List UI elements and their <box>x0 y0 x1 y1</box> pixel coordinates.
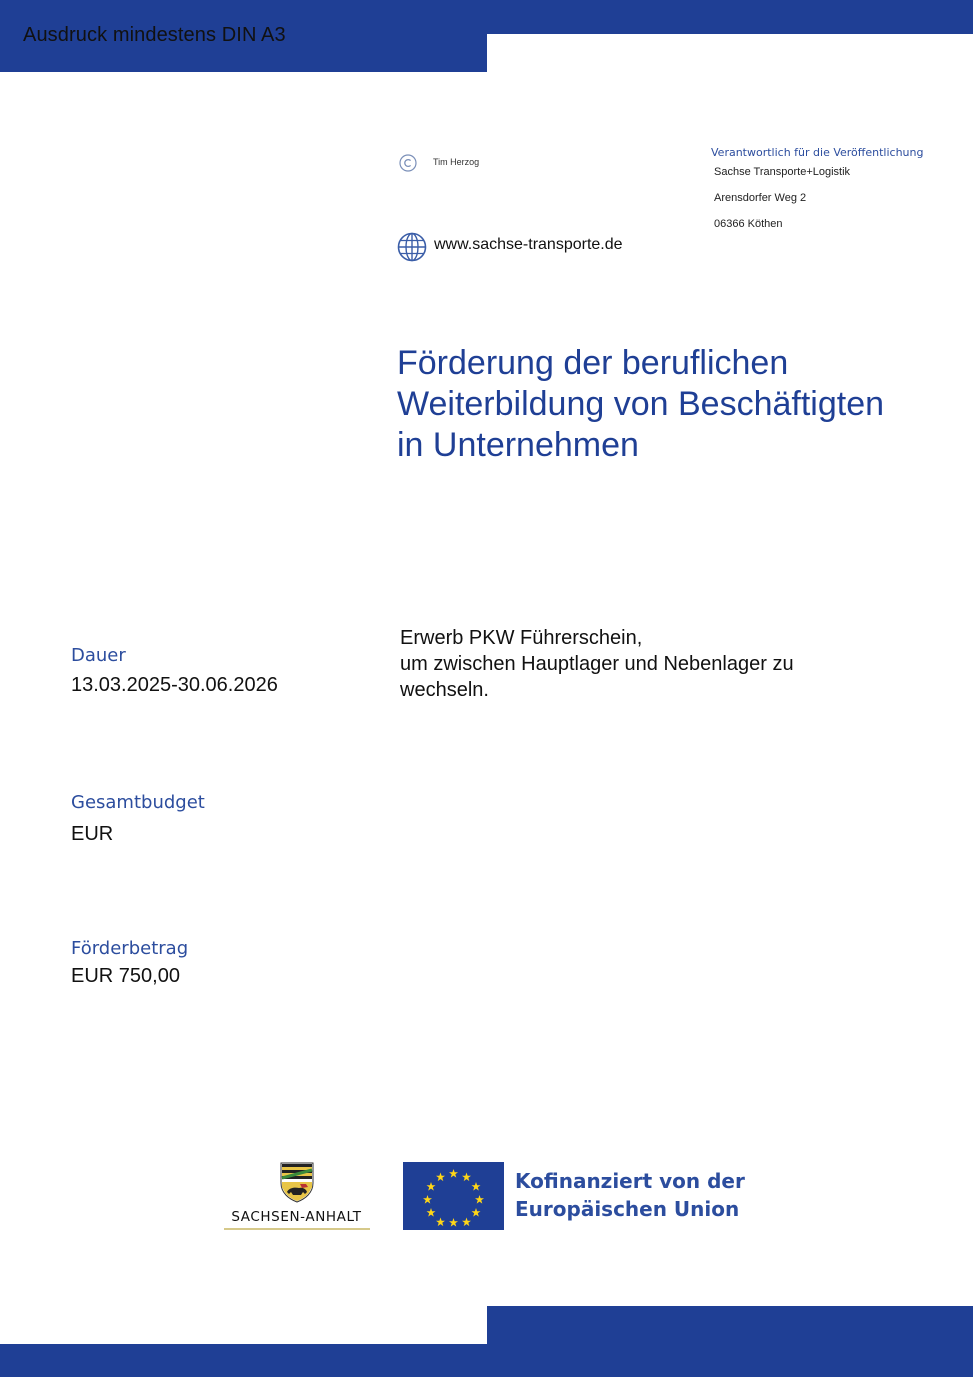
eu-text-line: Kofinanziert von der <box>515 1169 745 1193</box>
duration-value: 13.03.2025-30.06.2026 <box>71 674 278 696</box>
bottom-band-extension <box>487 1306 973 1377</box>
responsible-company: Sachse Transporte+Logistik <box>714 166 851 178</box>
website-link[interactable]: www.sachse-transporte.de <box>434 236 623 253</box>
author-name: Tim Herzog <box>433 157 480 167</box>
description-line: um zwischen Hauptlager und Nebenlager zu <box>400 653 794 675</box>
responsible-heading: Verantwortlich für die Veröffentlichung <box>711 146 924 159</box>
funding-amount-label: Förderbetrag <box>71 938 189 959</box>
page-title <box>397 343 957 466</box>
project-description <box>400 625 900 703</box>
description-line: Erwerb PKW Führerschein, <box>400 627 643 649</box>
total-budget-label: Gesamtbudget <box>71 792 205 813</box>
globe-icon <box>397 232 427 262</box>
funding-amount-value: EUR 750,00 <box>71 965 180 987</box>
coat-of-arms-icon <box>279 1161 315 1203</box>
copyright-icon <box>399 154 417 172</box>
responsible-city: 06366 Köthen <box>714 218 783 230</box>
state-logo-name: SACHSEN-ANHALT <box>231 1209 362 1225</box>
state-logo-underline <box>224 1228 370 1230</box>
total-budget-value: EUR <box>71 823 114 845</box>
eu-cofinancing-text <box>515 1167 745 1223</box>
bottom-band <box>0 1344 487 1377</box>
title-line: Weiterbildung von Beschäftigten <box>397 385 885 423</box>
top-band-extension <box>487 0 973 34</box>
print-note: Ausdruck mindestens DIN A3 <box>23 24 286 46</box>
description-line: wechseln. <box>400 679 489 701</box>
eu-flag-icon <box>403 1162 504 1230</box>
title-line: in Unternehmen <box>397 426 639 464</box>
duration-label: Dauer <box>71 645 126 666</box>
responsible-street: Arensdorfer Weg 2 <box>714 192 807 204</box>
title-line: Förderung der beruflichen <box>397 344 789 382</box>
eu-text-line: Europäischen Union <box>515 1197 740 1221</box>
